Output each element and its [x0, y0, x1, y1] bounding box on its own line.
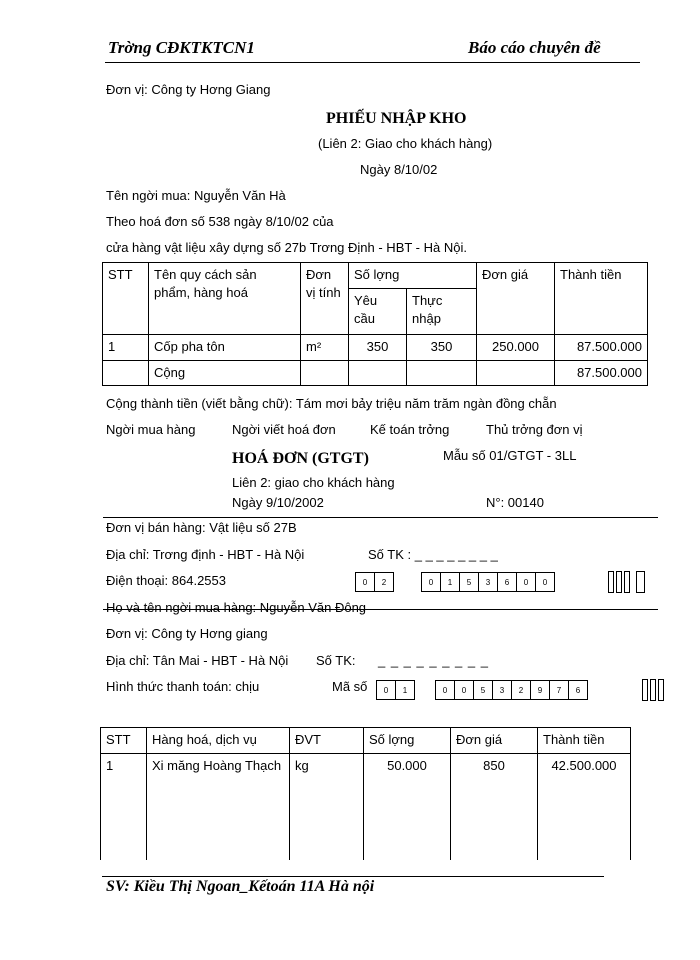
- cell-req: 350: [349, 335, 407, 361]
- header-report-title: Báo cáo chuyên đề: [468, 38, 601, 57]
- invoice-number: N°: 00140: [486, 495, 544, 510]
- invoice-col-price: Đơn giá: [451, 728, 538, 754]
- cell-act: 350: [407, 335, 477, 361]
- seller-address: Địa chỉ: Trơng định - HBT - Hà Nội: [106, 547, 305, 562]
- receipt-date: Ngày 8/10/02: [360, 162, 438, 177]
- receipt-col-price: Đơn giá: [477, 263, 555, 335]
- header-rule: [105, 62, 640, 63]
- invoice-rule-mid: [103, 609, 658, 610]
- buyer-name: Họ và tên ngời mua hàng: Nguyễn Văn Đông: [106, 600, 367, 615]
- digit-box: 0: [516, 572, 536, 592]
- receipt-col-name: Tên quy cách sản phẩm, hàng hoá: [149, 263, 301, 335]
- invoice-col-unit: ĐVT: [290, 728, 364, 754]
- receipt-copy: (Liên 2: Giao cho khách hàng): [318, 136, 493, 151]
- invoice-form-no: Mẫu số 01/GTGT - 3LL: [443, 448, 577, 463]
- digit-box: 3: [478, 572, 498, 592]
- signature-accountant: Kế toán trởng: [370, 422, 450, 437]
- cell-price: 850: [451, 754, 538, 860]
- invoice-copy: Liên 2: giao cho khách hàng: [232, 475, 395, 490]
- invoice-col-total: Thành tiền: [538, 728, 631, 754]
- digit-box: 9: [530, 680, 550, 700]
- footer-author: SV: Kiều Thị Ngoan_Kếtoán 11A Hà nội: [106, 878, 375, 895]
- receipt-col-req: Yêu cầu: [349, 289, 407, 335]
- tax-code-boxes-b: [436, 680, 588, 700]
- receipt-store: cửa hàng vật liệu xây dựng số 27b Trơng Định - HBT - Hà Nội.: [106, 240, 467, 255]
- invoice-col-qty: Số lợng: [364, 728, 451, 754]
- cell-stt: 1: [103, 335, 149, 361]
- invoice-col-stt: STT: [101, 728, 147, 754]
- digit-box: 1: [440, 572, 460, 592]
- receipt-table: [102, 262, 648, 386]
- digit-box: 1: [395, 680, 415, 700]
- digit-box: 0: [355, 572, 375, 592]
- receipt-col-act: Thực nhập: [407, 289, 477, 335]
- table-row: [103, 335, 648, 361]
- digit-box: 0: [535, 572, 555, 592]
- sum-label: Cộng: [149, 361, 301, 386]
- digit-box: 2: [374, 572, 394, 592]
- sum-total: 87.500.000: [555, 361, 648, 386]
- cell-price: 250.000: [477, 335, 555, 361]
- tax-code-boxes-a: [377, 680, 415, 700]
- tax-code-bars: [642, 679, 664, 701]
- cell-stt: 1: [101, 754, 147, 860]
- receipt-col-stt: STT: [103, 263, 149, 335]
- table-sum-row: [103, 361, 648, 386]
- header-school: Trờng CĐKTKTCN1: [108, 38, 255, 57]
- receipt-col-qty: Số lợng: [349, 263, 477, 289]
- cell-goods: Xi măng Hoàng Thạch: [147, 754, 290, 860]
- digit-box: 5: [473, 680, 493, 700]
- tax-code-label: Mã số: [332, 679, 368, 694]
- footer-rule: [102, 876, 604, 877]
- cell-name: Cốp pha tôn: [149, 335, 301, 361]
- signature-writer: Ngời viết hoá đơn: [232, 422, 336, 437]
- buyer-account: Số TK:: [316, 653, 356, 668]
- table-row: [101, 754, 631, 860]
- receipt-col-total: Thành tiền: [555, 263, 648, 335]
- digit-box: 6: [497, 572, 517, 592]
- phone-code-boxes-a: [356, 572, 394, 592]
- payment-method: Hình thức thanh toán: chịu: [106, 679, 260, 694]
- digit-box: 0: [376, 680, 396, 700]
- cell-total: 87.500.000: [555, 335, 648, 361]
- receipt-in-words: Cộng thành tiền (viết bằng chữ): Tám mơi bảy triệu năm trăm ngàn đồng chẵn: [106, 396, 557, 411]
- cell-unit: kg: [290, 754, 364, 860]
- seller-account: Số TK : _ _ _ _ _ _ _ _: [368, 547, 498, 562]
- invoice-title: HOÁ ĐƠN (GTGT): [232, 450, 369, 467]
- signature-director: Thủ trởng đơn vị: [486, 422, 583, 437]
- invoice-table: [100, 727, 631, 860]
- invoice-date: Ngày 9/10/2002: [232, 495, 324, 510]
- receipt-unit: Đơn vị: Công ty Hơng Giang: [106, 82, 271, 97]
- receipt-buyer: Tên ngời mua: Nguyễn Văn Hà: [106, 188, 286, 203]
- digit-box: 0: [421, 572, 441, 592]
- signature-buyer: Ngời mua hàng: [106, 422, 196, 437]
- buyer-account-blank: _ _ _ _ _ _ _ _ _: [378, 653, 489, 668]
- receipt-invoice-ref: Theo hoá đơn số 538 ngày 8/10/02 của: [106, 214, 334, 229]
- buyer-address: Địa chỉ: Tân Mai - HBT - Hà Nội: [106, 653, 289, 668]
- phone-code-boxes-b: [422, 572, 555, 592]
- digit-box: 0: [454, 680, 474, 700]
- receipt-title: PHIẾU NHẬP KHO: [326, 110, 467, 127]
- cell-total: 42.500.000: [538, 754, 631, 860]
- digit-box: 0: [435, 680, 455, 700]
- seller-name: Đơn vị bán hàng: Vật liệu số 27B: [106, 520, 297, 535]
- phone-code-bars: [608, 571, 645, 593]
- invoice-rule-top: [103, 517, 658, 518]
- digit-box: 3: [492, 680, 512, 700]
- cell-qty: 50.000: [364, 754, 451, 860]
- digit-box: 6: [568, 680, 588, 700]
- cell-unit: m²: [301, 335, 349, 361]
- digit-box: 7: [549, 680, 569, 700]
- digit-box: 2: [511, 680, 531, 700]
- digit-box: 5: [459, 572, 479, 592]
- seller-phone: Điện thoại: 864.2553: [106, 573, 226, 588]
- invoice-col-goods: Hàng hoá, dịch vụ: [147, 728, 290, 754]
- buyer-unit: Đơn vị: Công ty Hơng giang: [106, 626, 268, 641]
- receipt-col-unit: Đơn vị tính: [301, 263, 349, 335]
